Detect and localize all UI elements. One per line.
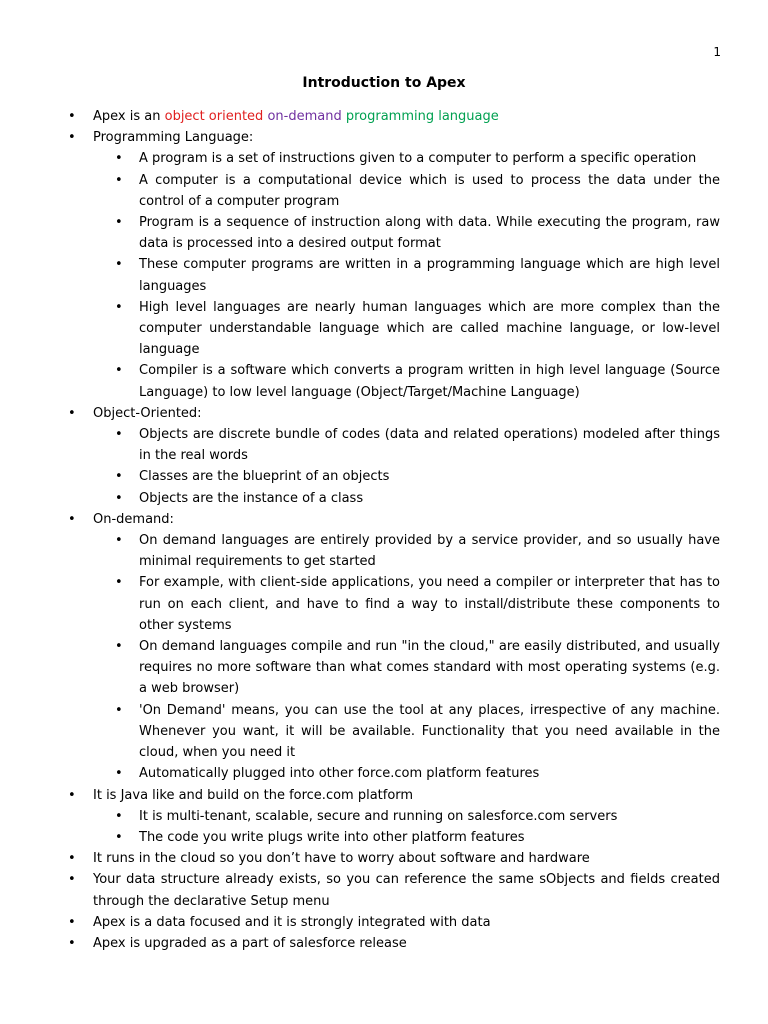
- sub-list-item: • Objects are discrete bundle of codes (data and related operations) modeled after things in the real words: [139, 424, 720, 466]
- list-item-cloud: • It runs in the cloud so you don’t have to worry about software and hardware: [93, 848, 720, 869]
- bullet-list: [93, 106, 720, 954]
- sub-list-item: • A computer is a computational device which is used to process the data under the control of a computer program: [139, 170, 720, 212]
- sub-list-item: • Program is a sequence of instruction along with data. While executing the program, raw data is processed into a desired output format: [139, 212, 720, 254]
- sub-list-item: • High level languages are nearly human languages which are more complex than the computer understandable language which are called machine language, or low-level language: [139, 297, 720, 361]
- list-item-label: Programming Language:: [93, 130, 254, 146]
- list-item-data-structure: • Your data structure already exists, so you can reference the same sObjects and fields created through the declarative Setup menu: [93, 869, 720, 911]
- list-item-label: It is Java like and build on the force.com platform: [93, 787, 414, 803]
- intro-on-demand: on-demand: [267, 109, 342, 124]
- sub-list: [139, 148, 720, 402]
- list-item-on-demand: [93, 509, 720, 785]
- sub-list-item: • Automatically plugged into other force.com platform features: [139, 763, 720, 784]
- list-item-label: On-demand:: [93, 511, 174, 527]
- sub-list-item: • On demand languages compile and run "in the cloud," are easily distributed, and usually requires no more software than what comes standard with most operating systems (e.g. a web browser): [139, 636, 720, 700]
- list-item-object-oriented: [93, 403, 720, 509]
- list-item-upgraded: • Apex is upgraded as a part of salesforce release: [93, 933, 720, 954]
- list-item-java-like: [93, 785, 720, 849]
- sub-list-item: • 'On Demand' means, you can use the tool at any places, irrespective of any machine. Whenever you want, it will be available. Functionality that you need available in the cloud, when you need it: [139, 700, 720, 764]
- sub-list: [139, 806, 720, 848]
- sub-list-item: • For example, with client-side applications, you need a compiler or interpreter that has to run on each client, and have to find a way to install/distribute these components to other systems: [139, 572, 720, 636]
- sub-list: [139, 530, 720, 784]
- page-title: Introduction to Apex: [302, 75, 466, 91]
- sub-list-item: • These computer programs are written in a programming language which are high level languages: [139, 254, 720, 296]
- list-item-label: Object-Oriented:: [93, 405, 202, 421]
- sub-list: [139, 424, 720, 509]
- sub-list-item: • Classes are the blueprint of an objects: [139, 466, 720, 487]
- sub-list-item: • Objects are the instance of a class: [139, 488, 720, 509]
- list-item-data-focused: • Apex is a data focused and it is strongly integrated with data: [93, 912, 720, 933]
- intro-prefix: Apex is an: [93, 109, 165, 124]
- sub-list-item: • The code you write plugs write into other platform features: [139, 827, 720, 848]
- intro-programming-language: programming language: [345, 109, 499, 124]
- intro-object-oriented: object oriented: [164, 109, 264, 124]
- page-number: 1: [713, 45, 721, 59]
- sub-list-item: • It is multi-tenant, scalable, secure and running on salesforce.com servers: [139, 806, 720, 827]
- list-item-intro: [93, 106, 720, 127]
- list-item-programming-language: [93, 127, 720, 403]
- sub-list-item: • A program is a set of instructions given to a computer to perform a specific operation: [139, 148, 720, 169]
- sub-list-item: • On demand languages are entirely provided by a service provider, and so usually have minimal requirements to get started: [139, 530, 720, 572]
- sub-list-item: • Compiler is a software which converts a program written in high level language (Source Language) to low level language (Object/Target/Machine Language): [139, 360, 720, 402]
